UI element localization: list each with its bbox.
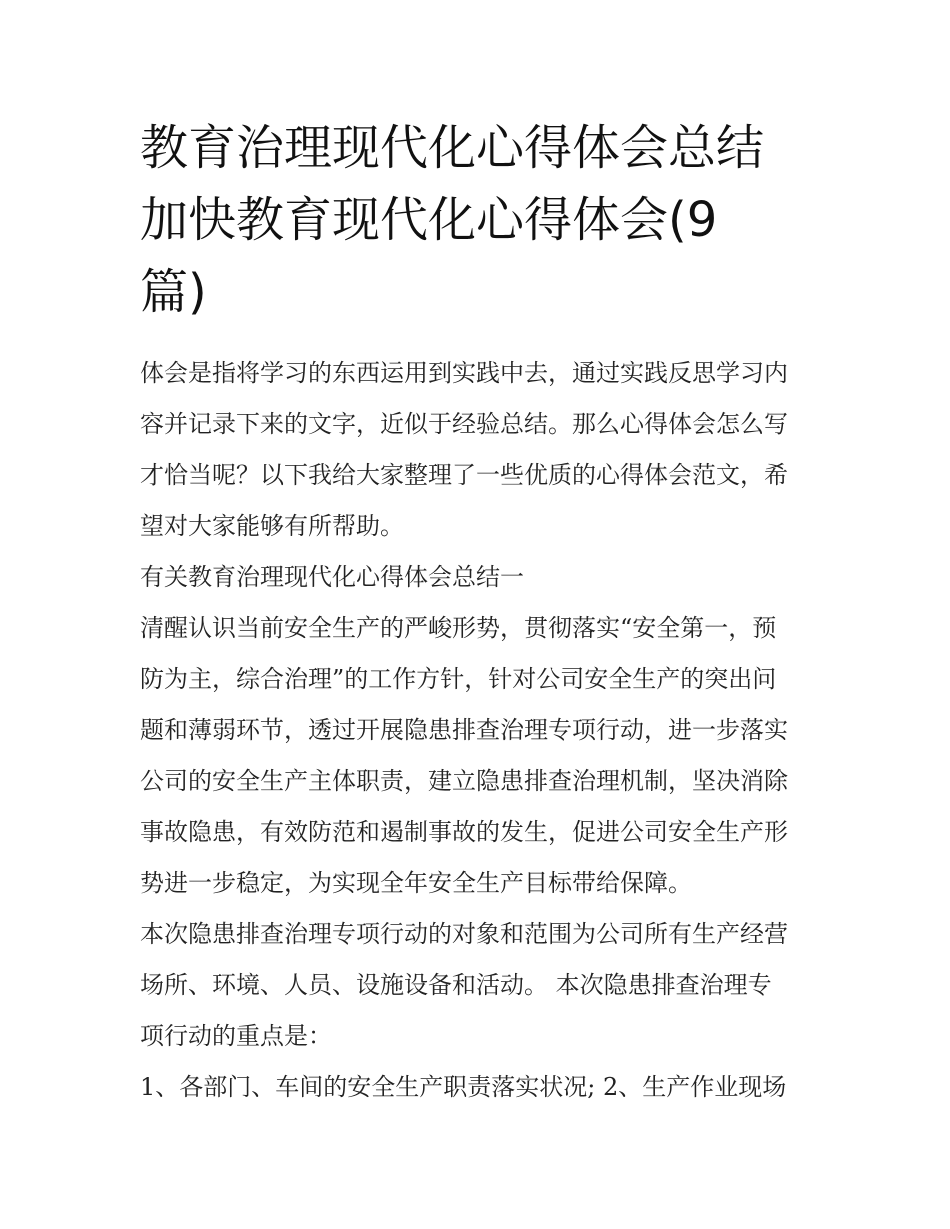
text-line: 容并记录下来的文字，近似于经验总结。那么心得体会怎么写 <box>140 410 788 438</box>
text-line: 公司的安全生产主体职责，建立隐患排查治理机制，坚决消除 <box>140 767 788 795</box>
list-paragraph <box>140 1062 820 1113</box>
document-body <box>140 348 820 1113</box>
text-line: 才恰当呢？以下我给大家整理了一些优质的心得体会范文，希 <box>140 461 788 489</box>
body-paragraph <box>140 603 820 909</box>
text-line: 项行动的重点是： <box>140 1022 332 1050</box>
body-paragraph <box>140 909 820 1062</box>
title-line: 篇) <box>140 264 207 320</box>
title-line: 加快教育现代化心得体会(9 <box>140 192 718 248</box>
text-line: 防为主，综合治理”的工作方针，针对公司安全生产的突出问 <box>140 665 777 693</box>
document-page <box>140 112 820 1113</box>
intro-paragraph <box>140 348 820 552</box>
section-heading <box>140 552 820 603</box>
title-line: 教育治理现代化心得体会总结 <box>140 120 765 176</box>
document-title <box>140 112 820 328</box>
text-line: 体会是指将学习的东西运用到实践中去，通过实践反思学习内 <box>140 359 788 387</box>
text-line: 清醒认识当前安全生产的严峻形势，贯彻落实“安全第一，预 <box>140 614 777 642</box>
text-line: 有关教育治理现代化心得体会总结一 <box>140 563 524 591</box>
text-line: 本次隐患排查治理专项行动的对象和范围为公司所有生产经营 <box>140 920 788 948</box>
text-line: 场所、环境、人员、设施设备和活动。 本次隐患排查治理专 <box>140 971 772 999</box>
text-line: 题和薄弱环节，透过开展隐患排查治理专项行动，进一步落实 <box>140 716 788 744</box>
text-line: 1、各部门、车间的安全生产职责落实状况; 2、生产作业现场 <box>140 1073 787 1101</box>
text-line: 势进一步稳定，为实现全年安全生产目标带给保障。 <box>140 869 692 897</box>
text-line: 望对大家能够有所帮助。 <box>140 512 404 540</box>
text-line: 事故隐患，有效防范和遏制事故的发生，促进公司安全生产形 <box>140 818 788 846</box>
